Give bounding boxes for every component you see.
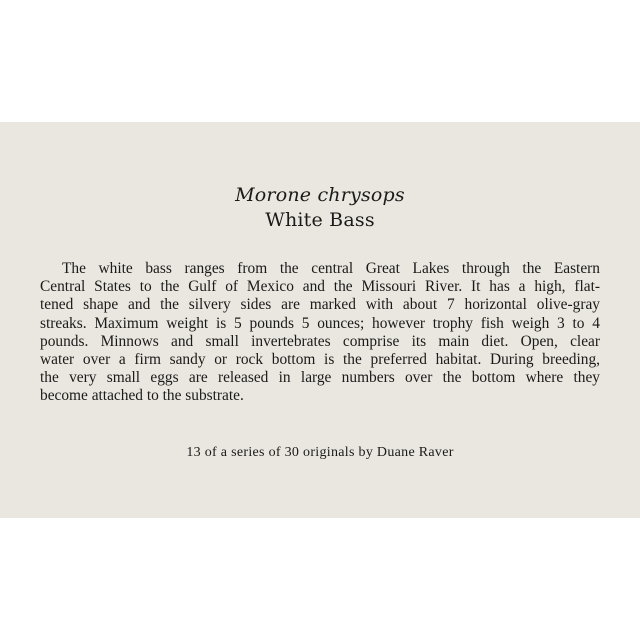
description-line: Central States to the Gulf of Mexico and the Missouri River. It has a high, flat-	[40, 278, 600, 296]
description-line: become attached to the substrate.	[40, 387, 244, 405]
description-line: the very small eggs are released in large numbers over the bottom where they	[40, 369, 600, 387]
description-line: water over a firm sandy or rock bottom is the preferred habitat. During breeding,	[40, 351, 600, 369]
description-line: pounds. Minnows and small invertebrates comprise its main diet. Open, clear	[40, 332, 600, 350]
description-line: tened shape and the silvery sides are marked with about 7 horizontal olive-gray	[40, 296, 600, 314]
info-card	[0, 122, 640, 518]
description-paragraph	[40, 260, 600, 406]
description-line: The white bass ranges from the central Great Lakes through the Eastern	[62, 260, 600, 277]
common-name: White Bass	[265, 209, 375, 231]
series-note: 13 of a series of 30 originals by Duane Raver	[186, 445, 454, 460]
description-line: streaks. Maximum weight is 5 pounds 5 ounces; however trophy fish weigh 3 to 4	[40, 314, 600, 332]
scientific-name: Morone chrysops	[235, 184, 405, 206]
